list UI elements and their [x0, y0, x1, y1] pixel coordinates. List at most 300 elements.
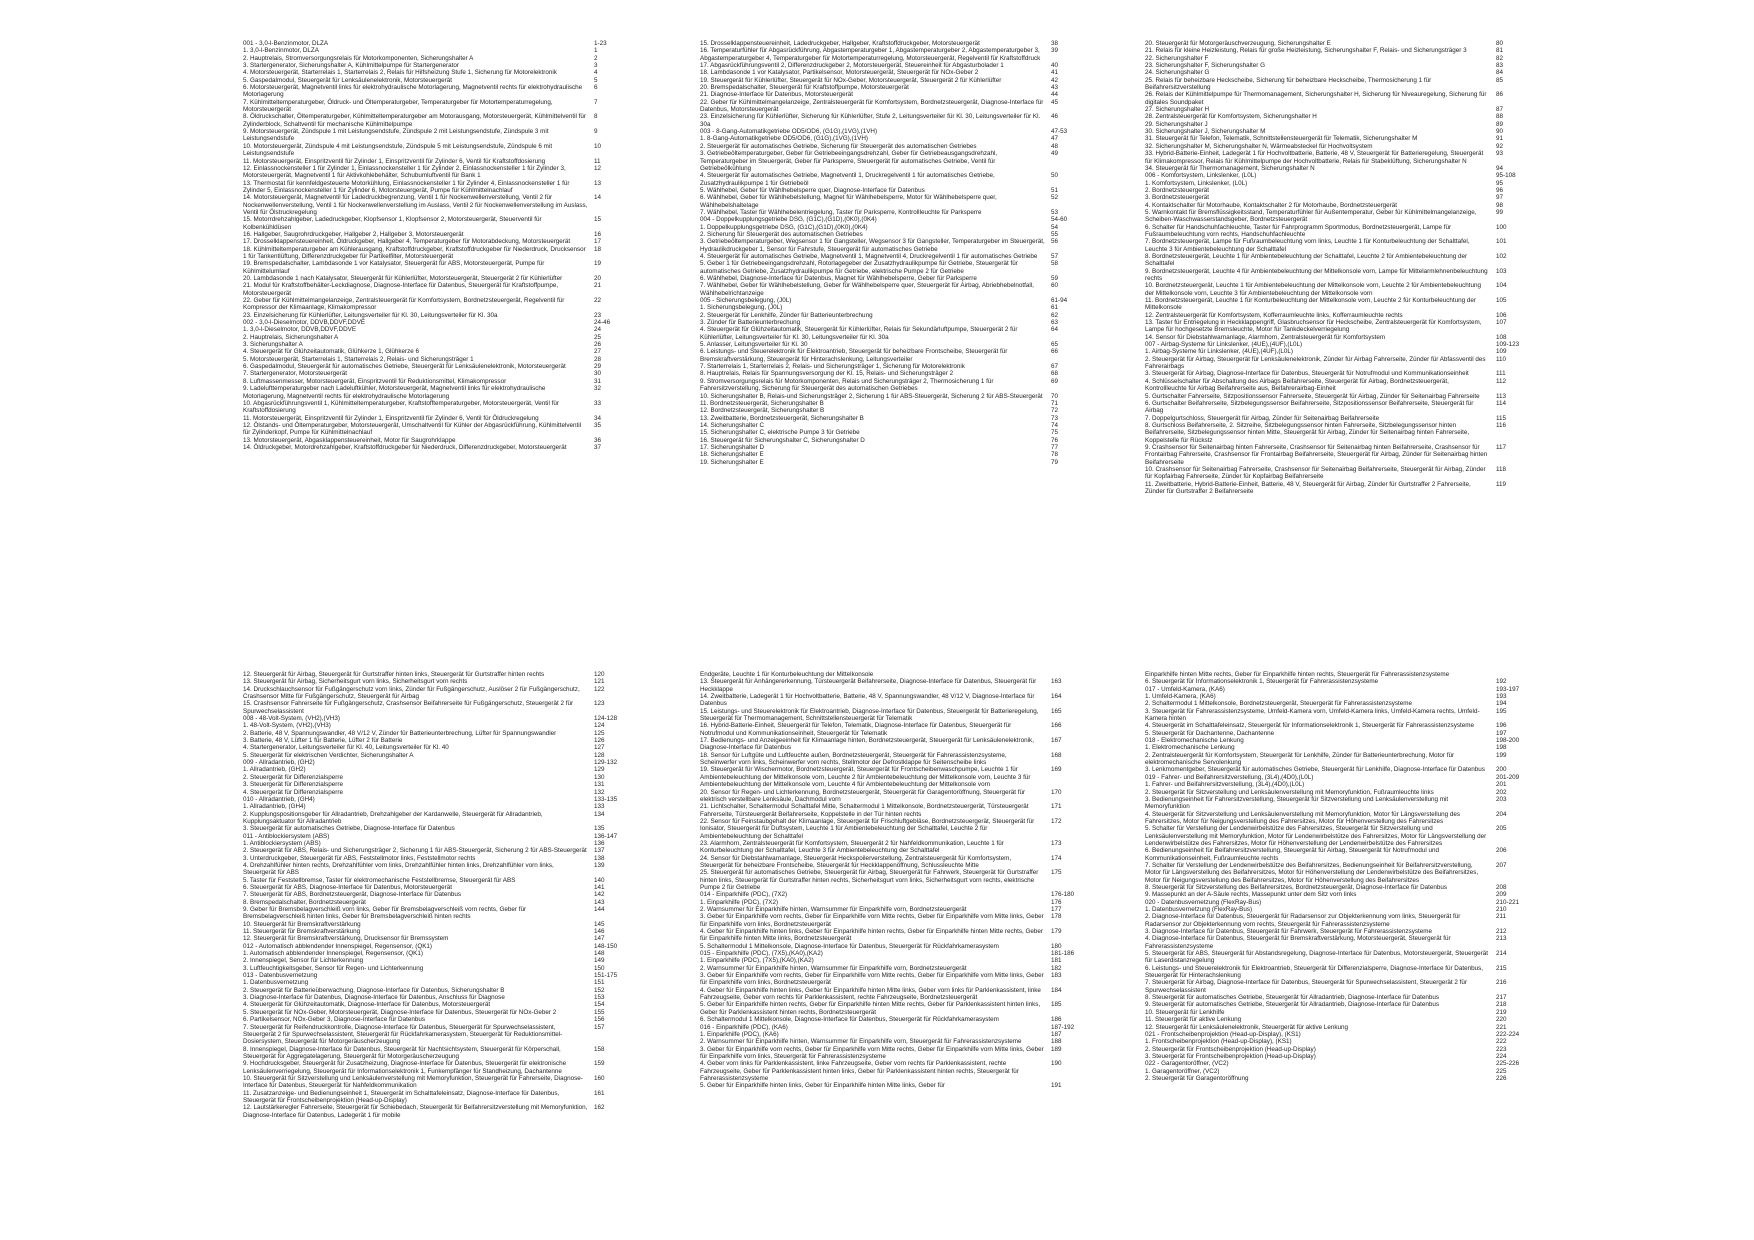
index-entry: [243, 700, 654, 715]
entry-page: 191: [1051, 1082, 1062, 1090]
entry-page: 205: [1496, 825, 1507, 833]
section-heading: [1145, 1031, 1556, 1038]
entry-page: 153: [594, 994, 605, 1002]
entry-page: 164: [1051, 693, 1062, 701]
entry-page: 168: [1051, 751, 1062, 759]
entry-page: 176-180: [1051, 891, 1075, 899]
entry-page: 179: [1051, 928, 1062, 936]
index-entry: [1145, 825, 1556, 847]
index-entry: [700, 1031, 1111, 1038]
index-entry: [243, 47, 654, 54]
entry-title: 4. Kontaktschalter für Motorhaube, Kontaktschalter 2 für Motorhaube, Bordnetzsteuergerät: [1145, 201, 1398, 209]
entry-page: 50: [1051, 172, 1059, 180]
section-heading: [1145, 172, 1556, 179]
index-entry: [700, 459, 1111, 466]
entry-title: 4. Steuergerät für Glühzeitautomatik, Diagnose-Interface für Datenbus, Motorsteuergerät: [243, 1001, 491, 1009]
entry-page: 201: [1496, 781, 1507, 789]
index-entry: [700, 1046, 1111, 1061]
index-entry: [700, 899, 1111, 906]
entry-title: 6. Steuergerät für Informationselektronik 1, Steuergerät für Fahrerassistenzsysteme: [1145, 678, 1379, 686]
index-entry: [700, 913, 1111, 928]
index-entry: [243, 444, 654, 451]
index-entry: [700, 238, 1111, 253]
entry-page: 107: [1496, 319, 1507, 327]
entry-page: 73: [1051, 414, 1059, 422]
index-entry: [1145, 913, 1556, 928]
index-entry: [243, 1104, 654, 1119]
entry-title: 10. Steuergerät für Sitzverstellung und Lenksäulenverstellung mit Memoryfunktion, Steuergerät für Fahrerseite, Diagnose-Interface für Datenbus, Steuergerät für Nahfeldkommunikation: [243, 1074, 583, 1090]
entry-title: 12. Zentralsteuergerät für Komfortsystem, Kofferraumleuchte links, Kofferraumleuchte rechts: [1145, 311, 1403, 319]
entry-page: 131: [594, 781, 605, 789]
entry-page: 104: [1496, 282, 1507, 290]
entry-title: 12. Steuergerät für Airbag, Steuergerät für Gurtstraffer hinten links, Steuergerät für Gurtstraffer hinten rechts: [243, 671, 545, 678]
entry-title: 3. Steuergerät für Airbag, Diagnose-Interface für Datenbus, Steuergerät für Notrufmodul und Kommunikationseinheit: [1145, 370, 1469, 378]
index-entry: [243, 341, 654, 348]
index-entry: [1145, 268, 1556, 283]
index-entry: [243, 1016, 654, 1023]
entry-page: 226: [1496, 1074, 1507, 1082]
entry-page: 210-221: [1496, 898, 1520, 906]
index-entry: [1145, 906, 1556, 913]
entry-title: 4. Motorsteuergerät, Starterrelais 1, Starterrelais 2, Relais für Hilfsheizung Stufe 1, Sicherung für Motorelektronik: [243, 69, 557, 77]
index-entry: [243, 774, 654, 781]
index-entry: [1145, 224, 1556, 239]
index-entry: [700, 1001, 1111, 1016]
entry-title: 14. Sensor für Diebstahlwarnanlage, Alarmhorn, Zentralsteuergerät für Komfortsystem: [1145, 333, 1386, 341]
entry-title: Einparkhilfe hinten Mitte rechts, Geber für Einparkhilfe hinten rechts, Steuergerät für Fahrerassistenzsysteme: [1145, 671, 1450, 678]
index-entry: [243, 877, 654, 884]
entry-title: 4. Steuergerät im Schalttafeleinsatz, Steuergerät für Informationselektronik 1, Steuergerät für Fahrerassistenzsysteme: [1145, 722, 1474, 730]
entry-page: 17: [594, 238, 602, 246]
entry-page: 34: [594, 414, 602, 422]
index-entry: [700, 987, 1111, 1002]
entry-title: 007 - Airbag-Systeme für Linkslenker, (4UE),(4UF),(L0L): [1145, 341, 1303, 349]
entry-title: 1. 3,0-l-Dieselmotor, DDVB,DDVF,DDVE: [243, 326, 357, 334]
entry-title: 6. Schalter für Handschuhfachleuchte, Taster für Fahrprogramm Sportmodus, Bordnetzsteuergerät, Lampe für Fußraumbeleuchtung vorn rechts, Handschuhfachleuchte: [1145, 223, 1453, 238]
entry-page: 102: [1496, 252, 1507, 260]
entry-page: 180: [1051, 942, 1062, 950]
entry-title: 6. Schaltermodul 1 Mittelkonsole, Diagnose-Interface für Datenbus, Steuergerät für Rückfahrkamerasystem: [700, 1016, 999, 1024]
index-entry: [243, 737, 654, 744]
entry-page: 225-226: [1496, 1060, 1520, 1068]
index-entry: [1145, 312, 1556, 319]
index-entry: [1145, 722, 1556, 729]
index-entry: [1145, 400, 1556, 415]
index-entry: [1145, 297, 1556, 312]
index-entry: [243, 165, 654, 180]
entry-title: 2. Sicherung für Steuergerät des automatischen Getriebes: [700, 230, 863, 238]
section-heading: [243, 796, 654, 803]
index-entry: [700, 319, 1111, 326]
index-entry: [700, 231, 1111, 238]
entry-page: 60: [1051, 282, 1059, 290]
entry-title: 9. Geber für Bremsbelagverschleiß vorn links, Geber für Bremsbelagverschleiß vorn rechts, Geber für Bremsbelagverschleiß hinten links, Geber für Bremsbelagverschleiß hinten rechts: [243, 906, 528, 921]
entry-page: 76: [1051, 436, 1059, 444]
index-entry: [700, 972, 1111, 987]
entry-title: 11. Bordnetzsteuergerät, Leuchte 1 für Konturbeleuchtung der Mittelkonsole vorn, Leuchte 2 für Konturbeleuchtung der Mittelkonsole: [1145, 297, 1478, 312]
entry-title: 014 - Einparkhilfe (PDC), (7X2): [700, 891, 788, 899]
index-entry: [1145, 781, 1556, 788]
entry-page: 90: [1496, 128, 1504, 136]
entry-page: 84: [1496, 69, 1504, 77]
index-entry: [700, 224, 1111, 231]
index-entry: [700, 326, 1111, 341]
index-entry: [243, 686, 654, 701]
entry-page: 61-94: [1051, 297, 1068, 305]
entry-title: 005 - Sicherungsbelegung, (J0L): [700, 297, 792, 305]
entry-page: 224: [1496, 1052, 1507, 1060]
index-entry: [700, 789, 1111, 804]
index-entry: [243, 891, 654, 898]
index-entry: [243, 950, 654, 957]
entry-page: 89: [1496, 120, 1504, 128]
entry-title: 1. Einparkhilfe (PDC), (7X5),(KA0),(KA2): [700, 957, 814, 965]
entry-page: 31: [594, 377, 602, 385]
index-entry: [1145, 466, 1556, 481]
index-entry: [243, 180, 654, 195]
index-entry: [700, 304, 1111, 311]
entry-title: 1. Frontscheibenprojektion (Head-up-Display), (KS1): [1145, 1038, 1292, 1046]
index-entry: [1145, 796, 1556, 811]
entry-title: 17. Drosselklappensteuereinheit, Öldruckgeber, Hallgeber 4, Temperaturgeber für Motorabdeckung, Motorsteuergerät: [243, 238, 571, 246]
entry-title: 21. Relais für kleine Heizleistung, Relais für große Heizleistung, Sicherungshalter F, Relais- und Sicherungsträger 3: [1145, 47, 1467, 55]
index-entry: [700, 275, 1111, 282]
entry-title: 8. Steuergerät für Sitzverstellung des Beifahrersitzes, Bordnetzsteuergerät, Diagnose-Interface für Datenbus: [1145, 883, 1448, 891]
entry-page: 3: [594, 62, 598, 70]
index-entry: [243, 275, 654, 282]
entry-page: 109-123: [1496, 341, 1520, 349]
entry-page: 169: [1051, 766, 1062, 774]
index-entry: [1145, 862, 1556, 884]
index-entry: [243, 297, 654, 312]
entry-title: 9. Stromversorgungsrelais für Motorkomponenten, Relais und Sicherungsträger 2, Thermosicherung 1 für Fahrersitzverstellung, Sicherung für Steuergerät des automatischen Getriebes: [700, 377, 996, 393]
entry-page: 71: [1051, 399, 1059, 407]
index-entry: [700, 143, 1111, 150]
entry-page: 6: [594, 84, 598, 92]
entry-page: 42: [1051, 76, 1059, 84]
entry-page: 56: [1051, 238, 1059, 246]
entry-page: 48: [1051, 142, 1059, 150]
section-heading: [700, 297, 1111, 304]
entry-page: 25: [594, 333, 602, 341]
entry-title: 6. Bedienungseinheit für Beifahrersitzverstellung, Steuergerät für Airbag, Steuergerät für Notrufmodul und Kommunikationseinheit, Fußraumleuchte rechts: [1145, 847, 1441, 862]
entry-page: 188: [1051, 1038, 1062, 1046]
entry-title: 1. 48-Volt-System, (VH2),(VH3): [243, 722, 331, 730]
index-entry: [1145, 135, 1556, 142]
index-entry: [1145, 150, 1556, 165]
entry-title: 15. Sicherungshalter C, elektrische Pumpe 3 für Getriebe: [700, 429, 860, 437]
index-entry: [700, 370, 1111, 377]
index-entry: [243, 69, 654, 76]
index-entry: [1145, 62, 1556, 69]
index-entry: [243, 77, 654, 84]
entry-page: 160: [594, 1074, 605, 1082]
entry-title: 11. Steuergerät für aktive Lenkung: [1145, 1016, 1242, 1024]
entry-page: 128: [594, 751, 605, 759]
entry-page: 111: [1496, 370, 1506, 378]
index-entry: [1145, 847, 1556, 862]
entry-title: 3. Batterie, 48 V, Lüfter 1 für Batterie, Lüfter 2 für Batterie: [243, 737, 403, 745]
index-entry: [243, 906, 654, 921]
entry-page: 139: [594, 861, 605, 869]
entry-page: 14: [594, 194, 602, 202]
entry-page: 35: [594, 421, 602, 429]
index-entry: [700, 47, 1111, 62]
index-entry: [243, 994, 654, 1001]
index-entry: [1145, 238, 1556, 253]
entry-page: 47-53: [1051, 128, 1068, 136]
index-entry: [700, 957, 1111, 964]
entry-page: 193: [1496, 693, 1507, 701]
index-entry: [1145, 1075, 1556, 1082]
entry-page: 119: [1496, 480, 1507, 488]
entry-title: 2. Steuergerät für Sitzverstellung und Lenksäulenverstellung mit Memoryfunktion, Fußraumleuchte links: [1145, 788, 1434, 796]
entry-title: 21. Lichtschalter, Schaltermodul Schalttafel Mitte, Schaltermodul 1 Mittelkonsole, Bordnetzsteuergerät, Türsteuergerät Fahrerseite, Türsteuergerät Beifahrerseite, Koppelstelle in der Tür hinten rechts: [700, 803, 1031, 818]
entry-title: 1. Einparkhilfe (PDC), (7X2): [700, 898, 779, 906]
entry-title: 3. Bordnetzsteuergerät: [1145, 194, 1210, 202]
entry-page: 22: [594, 297, 602, 305]
index-entry: [1145, 356, 1556, 371]
index-entry: [243, 752, 654, 759]
entry-page: 30: [594, 370, 602, 378]
index-entry: [700, 378, 1111, 393]
entry-page: 36: [594, 436, 602, 444]
index-entry: [243, 1009, 654, 1016]
index-entry: [243, 312, 654, 319]
entry-title: 11. Zusatzanzeige- und Bedienungseinheit 1, Steuergerät im Schalttafeleinsatz, Diagnose-Interface für Datenbus, Steuergerät für Frontscheibenprojektion (Head-up-Display): [243, 1089, 562, 1104]
entry-page: 68: [1051, 370, 1059, 378]
entry-page: 116: [1496, 421, 1507, 429]
entry-title: 3. Luftfeuchtigkeitsgeber, Sensor für Regen- und Lichterkennung: [243, 964, 424, 972]
entry-page: 23: [594, 311, 602, 319]
entry-title: 26. Relais der Kühlmittelpumpe für Thermomanagement, Sicherungshalter H, Sicherung für Niveauregelung, Sicherung für digitales Soundpaket: [1145, 91, 1489, 106]
index-column-bottom-right: [1145, 671, 1556, 1082]
entry-title: 29. Sicherungshalter J: [1145, 120, 1208, 128]
entry-title: 9. Massepunkt an der A-Säule rechts, Massepunkt unter dem Sitz vorn links: [1145, 891, 1357, 899]
entry-title: 10. Steuergerät für Lenkhilfe: [1145, 1008, 1225, 1016]
entry-title: 015 - Einparkhilfe (PDC), (7X5),(KA0),(KA2): [700, 950, 823, 958]
entry-title: 020 - Datenbusvernetzung (FlexRay-Bus): [1145, 898, 1262, 906]
entry-page: 171: [1051, 803, 1062, 811]
index-entry: [243, 363, 654, 370]
entry-page: 147: [594, 935, 605, 943]
entry-title: 11. Steuergerät für Bremskraftverstärkung: [243, 928, 361, 936]
index-entry: [1145, 77, 1556, 92]
entry-title: 1. Sicherungsbelegung, (J0L): [700, 304, 783, 312]
index-entry: [1145, 744, 1556, 751]
entry-title: 21. Diagnose-Interface für Datenbus, Motorsteuergerät: [700, 91, 853, 99]
section-heading: [243, 715, 654, 722]
entry-page: 118: [1496, 465, 1507, 473]
index-entry: [700, 1016, 1111, 1023]
index-entry: [700, 437, 1111, 444]
entry-page: 2: [594, 54, 598, 62]
index-entry: [700, 91, 1111, 98]
section-heading: [700, 128, 1111, 135]
entry-title: 11. Zweitbatterie, Hybrid-Batterie-Einheit, Batterie, 48 V, Steuergerät für Airbag, Zünder für Gurtstraffer 2 Fahrerseite, Zünder für Gurtstraffer 2 Beifahrerseite: [1145, 480, 1473, 495]
index-entry: [700, 400, 1111, 407]
entry-page: 8: [594, 113, 598, 121]
section-heading: [243, 833, 654, 840]
index-entry: [243, 862, 654, 877]
index-entry: [243, 987, 654, 994]
entry-title: Endgeräte, Leuchte 1 für Konturbeleuchtung der Mittelkonsole: [700, 671, 874, 678]
index-entry: [243, 415, 654, 422]
index-entry: [243, 840, 654, 847]
entry-title: 12. Steuergerät für Lenksäulenelektronik, Steuergerät für aktive Lenkung: [1145, 1023, 1349, 1031]
entry-title: 3. Steuergerät für automatisches Getriebe, Diagnose-Interface für Datenbus: [243, 825, 455, 833]
entry-page: 190: [1051, 1060, 1062, 1068]
entry-title: 8. Öldruckschalter, Öltemperaturgeber, Kühlmitteltemperaturgeber am Motorausgang, Motorsteuergerät, Kühlmittelventil für Zylinderblock, Schaltventil für mechanische Kühlmittelpumpe: [243, 113, 588, 128]
index-entry: [1145, 209, 1556, 224]
entry-page: 43: [1051, 84, 1059, 92]
entry-title: 8. Gurtschloss Beifahrerseite, 2. Sitzreihe, Sitzbelegungssensor hinten Fahrerseite, Sitzbelegungssensor hinten Beifahrerseite, Sitzbelegungssensor hinten Mitte, Steuergerät für Airbag, Zünder für Seitenairbag hinten Fahrerseite, Koppelstelle für Rückstz: [1145, 421, 1471, 444]
entry-title: 5. Taster für Feststellbremse, Taster für elektromechanische Feststellbremse, Steuergerät für ABS: [243, 876, 516, 884]
index-entry: [1145, 348, 1556, 355]
entry-page: 7: [594, 98, 598, 106]
entry-title: 1. Einparkhilfe (PDC), (KA6): [700, 1030, 779, 1038]
entry-page: 178: [1051, 913, 1062, 921]
entry-page: 222: [1496, 1038, 1507, 1046]
entry-page: 75: [1051, 429, 1059, 437]
entry-page: 170: [1051, 788, 1062, 796]
index-entry: [243, 55, 654, 62]
entry-title: 5. Anlasser, Leitungsverteiler für Kl. 30: [700, 341, 808, 349]
entry-title: 4. Steuergerät für automatisches Getriebe, Magnetventil 1, Druckregelventil 1 für automatisches Getriebe, Zusatzhydraulikpumpe 1 für Getriebeöl: [700, 172, 997, 187]
index-entry: [243, 422, 654, 437]
entry-page: 183: [1051, 972, 1062, 980]
entry-title: 2. Diagnose-Interface für Datenbus, Steuergerät für Radarsensor zur Objekterkennung vorn links, Steuergerät für Radarsensor zur Objekterkennung vorn rechts, Steuergerät für Fahrerassistenzsysteme: [1145, 913, 1463, 928]
index-entry: [1145, 69, 1556, 76]
entry-page: 54: [1051, 223, 1059, 231]
entry-page: 159: [594, 1060, 605, 1068]
entry-title: 1. Allradantrieb, (GH4): [243, 803, 306, 811]
entry-title: 13. Motorsteuergerät, Abgasklappensteuereinheit, Motor für Saugrohrklappe: [243, 436, 456, 444]
index-entry: [700, 135, 1111, 142]
entry-page: 93: [1496, 150, 1504, 158]
index-entry: [1145, 1001, 1556, 1008]
entry-title: 5. Schalter für Verstellung der Lendenwirbelstütze des Fahrersitzes, Steuergerät für Sitzverstellung und Lenksäulenverstellung mit Memoryfunktion, Motor für Lendenwirbelstütze des Fahrersitzes, Motor für Längsverstellung der Lendenwirbelstütze des Fahrersitzes, Motor für Höhenverstellung der Lendenwirbelstütze des Fahrersitzes: [1145, 825, 1488, 847]
entry-page: 16: [594, 230, 602, 238]
index-entry: [243, 334, 654, 341]
entry-title: 9. Bordnetzsteuergerät, Leuchte 4 für Ambientebeleuchtung der Mittelkonsole vorn, Lampe für Mittelarmlehnenbeleuchtung rechts: [1145, 267, 1490, 282]
entry-title: 25. Steuergerät für automatisches Getriebe, Steuergerät für Airbag, Steuergerät für Fahrwerk, Steuergerät für Gurtstraffer hinten links, Steuergerät für Gurtstraffer hinten rechts, Sicherheitsgurt vorn links, Sicherheitsgurt vorn rechts, elektrische Pumpe 2 für Getriebe: [700, 869, 1041, 891]
entry-page: 99: [1496, 208, 1504, 216]
entry-page: 77: [1051, 443, 1059, 451]
entry-page: 33: [594, 399, 602, 407]
entry-title: 6. Gurtschalter Beifahrerseite, Sitzbelegungssensor Beifahrerseite, Sitzpositionssensor Beifahrerseite, Steuergerät für Airbag: [1145, 399, 1475, 415]
entry-page: 120: [594, 671, 605, 678]
index-entry: [243, 216, 654, 231]
index-entry: [243, 671, 654, 678]
entry-title: 4. Startergenerator, Leitungsverteiler für Kl. 40, Leitungsverteiler für Kl. 40: [243, 744, 449, 752]
entry-page: 146: [594, 928, 605, 936]
entry-page: 173: [1051, 839, 1062, 847]
entry-page: 197: [1496, 729, 1507, 737]
entry-title: 19. Sicherungshalter E: [700, 458, 764, 466]
index-entry: [1145, 378, 1556, 393]
entry-page: 85: [1496, 76, 1504, 84]
entry-page: 148: [594, 950, 605, 958]
entry-page: 158: [594, 1045, 605, 1053]
entry-title: 008 - 48-Volt-System, (VH2),(VH3): [243, 715, 340, 723]
entry-title: 3. Bedienungseinheit für Fahrersitzverstellung, Steuergerät für Sitzverstellung und Lenksäulenverstellung mit Memoryfunktion: [1145, 795, 1450, 811]
entry-page: 54-60: [1051, 216, 1068, 224]
section-heading: [1145, 774, 1556, 781]
entry-page: 136-147: [594, 832, 618, 840]
entry-title: 10. Sicherungshalter B, Relais-und Sicherungsträger 2, Sicherung 1 für ABS-Steuergerät, Sicherung 2 für ABS-Steuergerät: [700, 392, 1043, 400]
entry-page: 167: [1051, 737, 1062, 745]
entry-page: 198: [1496, 744, 1507, 752]
entry-page: 95-108: [1496, 172, 1516, 180]
entry-page: 88: [1496, 113, 1504, 121]
entry-title: 10. Motorsteuergerät, Zündspule 4 mit Leistungsendstufe, Zündspule 5 mit Leistungsendstufe, Zündspule 6 mit Leistungsendstufe: [243, 142, 554, 158]
entry-title: 5. Schaltermodul 1 Mittelkonsole, Diagnose-Interface für Datenbus, Steuergerät für Rückfahrkamerasystem: [700, 942, 999, 950]
entry-page: 72: [1051, 407, 1059, 415]
index-entry: [700, 113, 1111, 128]
entry-page: 148-150: [594, 942, 618, 950]
entry-title: 12. Lautstärkeregler Fahrerseite, Steuergerät für Schiebedach, Steuergerät für Beifahrersitzverstellung mit Memoryfunktion, Diagnose-Interface für Datenbus, Ladegerät 1 für mobile: [243, 1104, 590, 1119]
entry-title: 2. Steuergerät für automatisches Getriebe, Sicherung für Steuergerät des automatischen Getriebes: [700, 142, 977, 150]
entry-title: 2. Hauptrelais, Sicherungshalter A: [243, 333, 339, 341]
entry-page: 200: [1496, 766, 1507, 774]
entry-title: 13. Zweitbatterie, Bordnetzsteuergerät, Sicherungshalter B: [700, 414, 864, 422]
entry-page: 5: [594, 76, 598, 84]
entry-page: 219: [1496, 1008, 1507, 1016]
index-entry: [1145, 143, 1556, 150]
section-heading: [243, 40, 654, 47]
index-entry: [700, 69, 1111, 76]
index-entry: [1145, 319, 1556, 334]
index-entry: [243, 128, 654, 143]
entry-page: 133-135: [594, 795, 618, 803]
section-heading: [700, 216, 1111, 223]
entry-page: 115: [1496, 414, 1507, 422]
entry-title: 18. Kühlmitteltemperaturgeber am Kühlerausgang, Kraftstoffdruckgeber, Kraftstoffdruckgeber für Niederdruck, Drucksensor 1 für Tankentlüftung, Differenzdruckgeber für Partikelfilter, Motorsteuergerät: [243, 245, 588, 260]
index-entry: [1145, 202, 1556, 209]
entry-title: 4. Drehzahlfühler hinten rechts, Drehzahlfühler vorn links, Drehzahlfühler hinten links, Drehzahlfühler vorn links, Steuergerät für ABS: [243, 861, 556, 877]
index-entry: [1145, 1046, 1556, 1053]
section-heading: [1145, 899, 1556, 906]
index-entry: [700, 737, 1111, 752]
entry-title: 8. Luftmassenmesser, Motorsteuergerät, Einspritzventil für Reduktionsmittel, Klimakompressor: [243, 377, 507, 385]
entry-page: 64: [1051, 326, 1059, 334]
entry-page: 53: [1051, 208, 1059, 216]
entry-page: 201-209: [1496, 773, 1520, 781]
index-entry: [1145, 928, 1556, 935]
index-entry: [243, 1001, 654, 1008]
index-entry: [700, 693, 1111, 708]
entry-page: 106: [1496, 311, 1507, 319]
index-entry: [700, 928, 1111, 943]
entry-page: 217: [1496, 994, 1507, 1002]
entry-page: 28: [594, 355, 602, 363]
entry-page: 24: [594, 326, 602, 334]
entry-page: 140: [594, 876, 605, 884]
entry-title: 3. Zünder für Batterieunterbrechung: [700, 319, 801, 327]
entry-title: 34. Steuergerät für Thermomanagement, Sicherungshalter N: [1145, 164, 1315, 172]
entry-page: 63: [1051, 319, 1059, 327]
entry-title: 2. Warnsummer für Einparkhilfe hinten, Warnsummer für Einparkhilfe vorn, Bordnetzsteuergerät: [700, 964, 967, 972]
index-entry: [700, 62, 1111, 69]
entry-title: 1. Datenbusvernetzung: [243, 979, 309, 987]
entry-page: 21: [594, 282, 602, 290]
index-entry: [700, 282, 1111, 297]
entry-page: 98: [1496, 201, 1504, 209]
index-entry: [700, 415, 1111, 422]
index-entry: [243, 99, 654, 114]
entry-page: 172: [1051, 817, 1062, 825]
